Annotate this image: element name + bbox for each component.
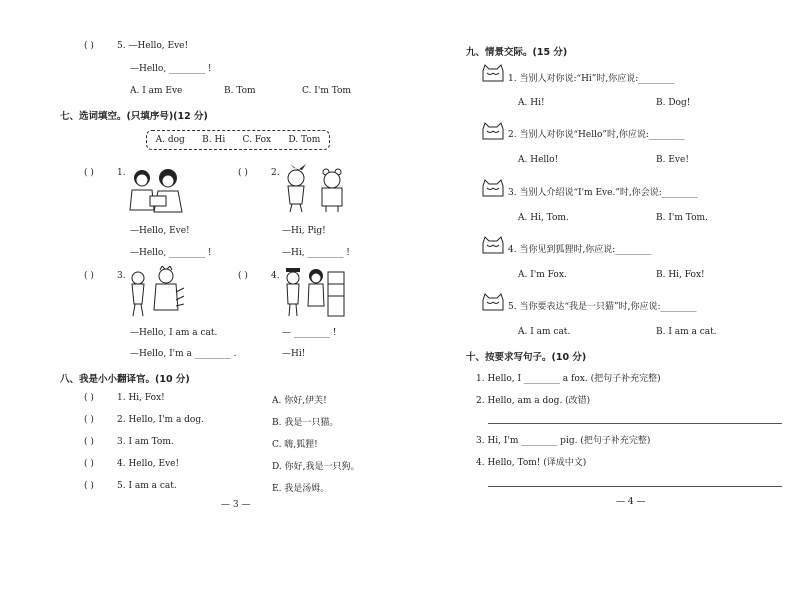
dialogue-line: —Hi! bbox=[282, 349, 306, 359]
item-number: 2. bbox=[271, 168, 280, 178]
item-number: 3. bbox=[117, 271, 126, 281]
option-b: B. Tom bbox=[224, 86, 256, 96]
english-sentence: 5. I am a cat. bbox=[117, 481, 177, 491]
answer-paren[interactable]: ( ) bbox=[238, 271, 248, 281]
option-b: B. Dog! bbox=[656, 98, 691, 108]
option-a: A. I am cat. bbox=[518, 327, 571, 337]
cat-face-icon bbox=[480, 178, 506, 200]
option-b: B. I am a cat. bbox=[656, 327, 717, 337]
option-a: A. Hi, Tom. bbox=[518, 213, 569, 223]
word-bank bbox=[146, 130, 330, 150]
english-sentence: 1. Hi, Fox! bbox=[117, 393, 165, 403]
answer-line[interactable] bbox=[488, 423, 782, 424]
chinese-option: A. 你好,伊芙! bbox=[272, 396, 327, 406]
cat-face-icon bbox=[480, 121, 506, 143]
dialogue-line: —Hi, Pig! bbox=[282, 226, 326, 236]
answer-paren[interactable]: ( ) bbox=[84, 415, 94, 425]
item-number: 1. bbox=[117, 168, 126, 178]
word-option: B. Hi bbox=[202, 135, 226, 145]
question-text: 5. —Hello, Eve! bbox=[117, 41, 189, 51]
english-sentence: 2. Hello, I'm a dog. bbox=[117, 415, 204, 425]
cat-face-icon bbox=[480, 292, 506, 314]
situation-question: 1. 当别人对你说:“Hi”时,你应说:________ bbox=[508, 74, 675, 84]
option-b: B. Hi, Fox! bbox=[656, 270, 705, 280]
english-sentence: 3. I am Tom. bbox=[117, 437, 174, 447]
option-b: B. Eve! bbox=[656, 155, 689, 165]
writing-task: 1. Hello, I ________ a fox. (把句子补充完整) bbox=[476, 374, 661, 384]
answer-paren[interactable]: ( ) bbox=[84, 41, 94, 51]
page-number: — 3 — bbox=[221, 500, 251, 510]
situation-question: 4. 当你见到狐狸时,你应说:________ bbox=[508, 245, 652, 255]
word-option: A. dog bbox=[155, 135, 185, 145]
section-9-title: 九、情景交际。(15 分) bbox=[466, 47, 568, 58]
answer-paren[interactable]: ( ) bbox=[84, 393, 94, 403]
option-a: A. I am Eve bbox=[130, 86, 183, 96]
animals-illustration bbox=[282, 164, 352, 214]
cat-face-icon bbox=[480, 63, 506, 85]
chinese-option: B. 我是一只猫。 bbox=[272, 418, 339, 428]
page-number: — 4 — bbox=[616, 497, 646, 507]
reply-line: —Hello, ________ ! bbox=[130, 64, 212, 74]
answer-paren[interactable]: ( ) bbox=[84, 437, 94, 447]
writing-task: 4. Hello, Tom! (译成中文) bbox=[476, 458, 587, 468]
chinese-option: C. 嗨,狐狸! bbox=[272, 440, 318, 450]
answer-line[interactable] bbox=[488, 486, 782, 487]
answer-paren[interactable]: ( ) bbox=[84, 459, 94, 469]
answer-paren[interactable]: ( ) bbox=[84, 168, 94, 178]
option-a: A. I'm Fox. bbox=[518, 270, 567, 280]
chinese-option: D. 你好,我是一只狗。 bbox=[272, 462, 360, 472]
situation-question: 2. 当别人对你说“Hello”时,你应说:________ bbox=[508, 130, 685, 140]
item-number: 4. bbox=[271, 271, 280, 281]
section-10-title: 十、按要求写句子。(10 分) bbox=[466, 352, 587, 363]
dialogue-line: —Hello, ________ ! bbox=[130, 248, 212, 258]
greeting-illustration bbox=[282, 266, 348, 320]
option-a: A. Hi! bbox=[518, 98, 545, 108]
answer-paren[interactable]: ( ) bbox=[84, 481, 94, 491]
chinese-option: E. 我是汤姆。 bbox=[272, 484, 330, 494]
situation-question: 3. 当别人介绍说“I'm Eve.”时,你会说:________ bbox=[508, 188, 698, 198]
english-sentence: 4. Hello, Eve! bbox=[117, 459, 180, 469]
word-option: D. Tom bbox=[288, 135, 321, 145]
writing-task: 2. Hello, am a dog. (改错) bbox=[476, 396, 591, 406]
dialogue-line: —Hello, Eve! bbox=[130, 226, 190, 236]
situation-question: 5. 当你要表达“我是一只猫”时,你应说:________ bbox=[508, 302, 697, 312]
writing-task: 3. Hi, I'm ________ pig. (把句子补充完整) bbox=[476, 436, 651, 446]
dialogue-line: —Hello, I'm a ________ . bbox=[130, 349, 237, 359]
section-7-title: 七、选词填空。(只填序号)(12 分) bbox=[60, 111, 208, 122]
kids-illustration bbox=[122, 166, 190, 216]
option-b: B. I'm Tom. bbox=[656, 213, 708, 223]
word-option: C. Fox bbox=[242, 135, 272, 145]
dialogue-line: — ________ ! bbox=[282, 328, 337, 338]
section-8-title: 八、我是小小翻译官。(10 分) bbox=[60, 374, 190, 385]
dialogue-line: —Hello, I am a cat. bbox=[130, 328, 218, 338]
answer-paren[interactable]: ( ) bbox=[238, 168, 248, 178]
answer-paren[interactable]: ( ) bbox=[84, 271, 94, 281]
dialogue-line: —Hi, ________ ! bbox=[282, 248, 350, 258]
option-a: A. Hello! bbox=[518, 155, 559, 165]
option-c: C. I'm Tom bbox=[302, 86, 351, 96]
cat-face-icon bbox=[480, 235, 506, 257]
cat-illustration bbox=[124, 266, 190, 320]
